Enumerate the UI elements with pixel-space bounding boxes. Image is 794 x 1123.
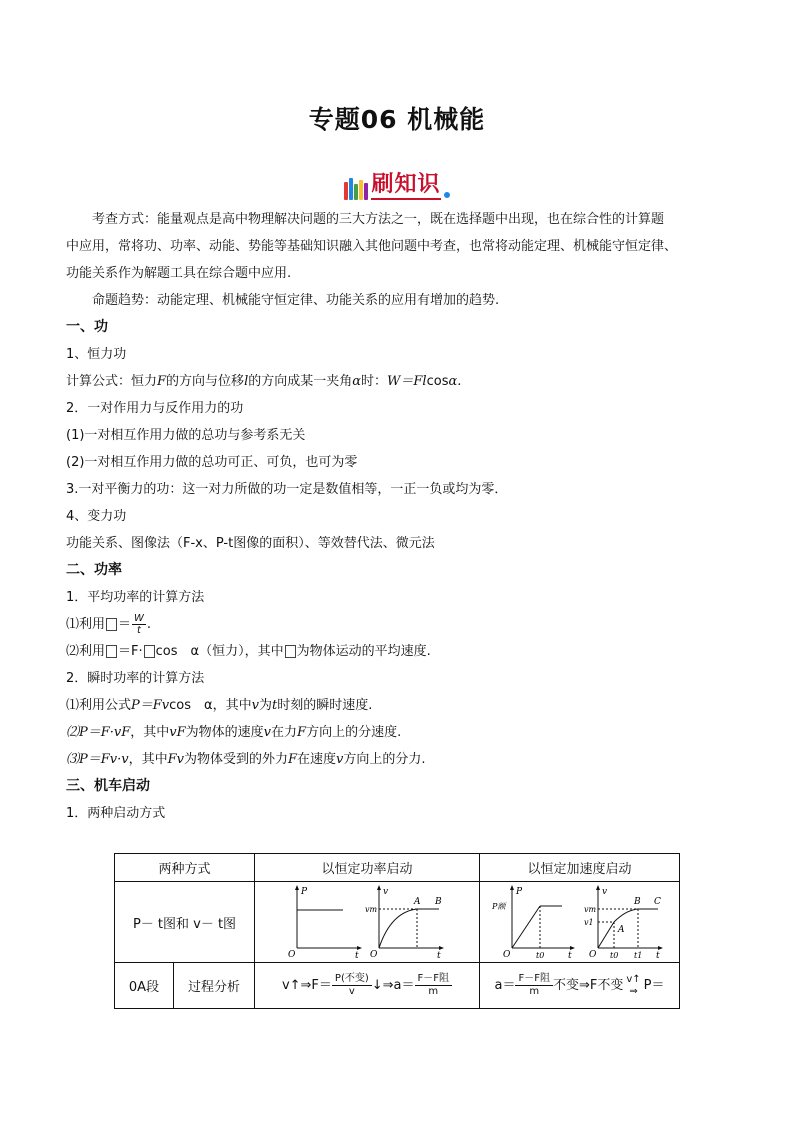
placeholder-box bbox=[144, 645, 155, 658]
svg-text:P: P bbox=[516, 887, 523, 897]
subsection-constant-force: 1、恒力功 bbox=[66, 347, 127, 362]
subsection-variable-force: 4、变力功 bbox=[66, 509, 127, 524]
placeholder-box bbox=[285, 645, 296, 658]
svg-text:C: C bbox=[654, 897, 661, 907]
work-formula: 计算公式：恒力F的方向与位移l的方向成某一夹角α时：W＝Flcosα. bbox=[66, 374, 462, 389]
svg-text:B: B bbox=[435, 897, 442, 907]
subsection-two-modes: 1．两种启动方式 bbox=[66, 806, 166, 821]
average-power-method-2: ⑵利用 ＝F· cos α（恒力），其中 为物体运动的平均速度. bbox=[66, 644, 431, 659]
svg-text:v1: v1 bbox=[584, 918, 594, 927]
constant-acceleration-graphs bbox=[480, 882, 680, 963]
svg-text:P额: P额 bbox=[492, 902, 506, 911]
start-modes-table bbox=[114, 853, 680, 1009]
instant-power-method-3: ⑶P＝Fv·v，其中Fv为物体受到的外力F在速度v方向上的分力. bbox=[66, 752, 426, 767]
svg-text:t0: t0 bbox=[610, 951, 619, 958]
svg-text:vm: vm bbox=[365, 905, 378, 914]
svg-text:A: A bbox=[414, 897, 421, 907]
table-header: 两种方式 bbox=[115, 854, 255, 882]
table-header: 以恒定加速度启动 bbox=[480, 854, 680, 882]
section-badge bbox=[0, 172, 794, 204]
list-item: (1)一对相互作用力做的总功与参考系无关 bbox=[66, 428, 306, 443]
instant-power-method-2: ⑵P＝F·vF，其中vF为物体的速度v在力F方向上的分速度. bbox=[66, 725, 402, 740]
section-heading-locomotive: 三、机车启动 bbox=[66, 778, 150, 794]
svg-text:t: t bbox=[568, 951, 572, 958]
svg-text:B: B bbox=[634, 897, 641, 907]
intro-line: 中应用，常将功、功率、动能、势能等基础知识融入其他问题中考查，也常将动能定理、机械能守恒定律、 bbox=[66, 239, 678, 254]
books-icon bbox=[344, 178, 368, 200]
svg-text:O: O bbox=[503, 950, 511, 958]
instant-power-method-1: ⑴利用公式P＝Fvcos α，其中v为t时刻的瞬时速度. bbox=[66, 698, 373, 713]
table-header: 以恒定功率启动 bbox=[255, 854, 480, 882]
subsection-average-power: 1．平均功率的计算方法 bbox=[66, 590, 205, 605]
svg-text:t: t bbox=[656, 951, 660, 958]
subsection-instant-power: 2．瞬时功率的计算方法 bbox=[66, 671, 205, 686]
list-item: 功能关系、图像法（F-x、P-t图像的面积）、等效替代法、微元法 bbox=[66, 536, 435, 551]
intro-line: 考查方式：能量观点是高中物理解决问题的三大方法之一，既在选择题中出现，也在综合性的计算题 bbox=[92, 212, 665, 227]
subsection-action-reaction: 2．一对作用力与反作用力的功 bbox=[66, 401, 244, 416]
svg-text:O: O bbox=[370, 950, 378, 958]
constant-power-graph-svg bbox=[255, 882, 479, 958]
svg-text:v: v bbox=[383, 887, 389, 897]
svg-text:t: t bbox=[437, 951, 441, 958]
badge-label: 刷知识 bbox=[371, 172, 440, 200]
svg-text:O: O bbox=[589, 950, 597, 958]
document-body bbox=[66, 206, 730, 827]
constant-power-graphs bbox=[255, 882, 480, 963]
svg-text:O: O bbox=[288, 950, 296, 958]
svg-text:t0: t0 bbox=[536, 951, 545, 958]
dot-icon bbox=[444, 192, 450, 198]
table-row-label: 过程分析 bbox=[174, 963, 255, 1009]
constant-power-process: v↑⇒F＝ $\frac{\text{P(不变)}}{v}$ ↓⇒a＝ $\frac{\text{F－F阻}}{m}$ bbox=[255, 963, 480, 1009]
table-row-label: P－ t图和 v－ t图 bbox=[115, 882, 255, 963]
intro-line: 功能关系作为解题工具在综合题中应用. bbox=[66, 266, 292, 281]
svg-text:A: A bbox=[618, 925, 625, 935]
page-title: 专题06 机械能 bbox=[308, 105, 486, 134]
constant-acceleration-process: a＝ $\frac{\text{F－F阻}}{m}$ 不变⇒F不变 v↑ ⇒ P＝ bbox=[480, 963, 680, 1009]
section-heading-work: 一、功 bbox=[66, 319, 108, 335]
svg-text:t: t bbox=[355, 951, 359, 958]
average-power-method-1: ⑴利用 ＝ $\frac{W}{t}$ . bbox=[66, 613, 152, 636]
svg-text:t1: t1 bbox=[634, 951, 643, 958]
svg-text:P: P bbox=[301, 887, 308, 897]
svg-text:v: v bbox=[602, 887, 608, 897]
section-heading-power: 二、功率 bbox=[66, 562, 122, 578]
subsection-balanced-force: 3.一对平衡力的功：这一对力所做的功一定是数值相等，一正一负或均为零． bbox=[66, 482, 508, 497]
table-row-label: 0A段 bbox=[115, 963, 174, 1009]
placeholder-box bbox=[106, 618, 117, 631]
intro-trend: 命题趋势：动能定理、机械能守恒定律、功能关系的应用有增加的趋势. bbox=[92, 293, 500, 308]
list-item: (2)一对相互作用力做的总功可正、可负，也可为零 bbox=[66, 455, 358, 470]
svg-text:vm: vm bbox=[584, 905, 597, 914]
constant-acceleration-graph-svg bbox=[480, 882, 679, 958]
placeholder-box bbox=[106, 645, 117, 658]
